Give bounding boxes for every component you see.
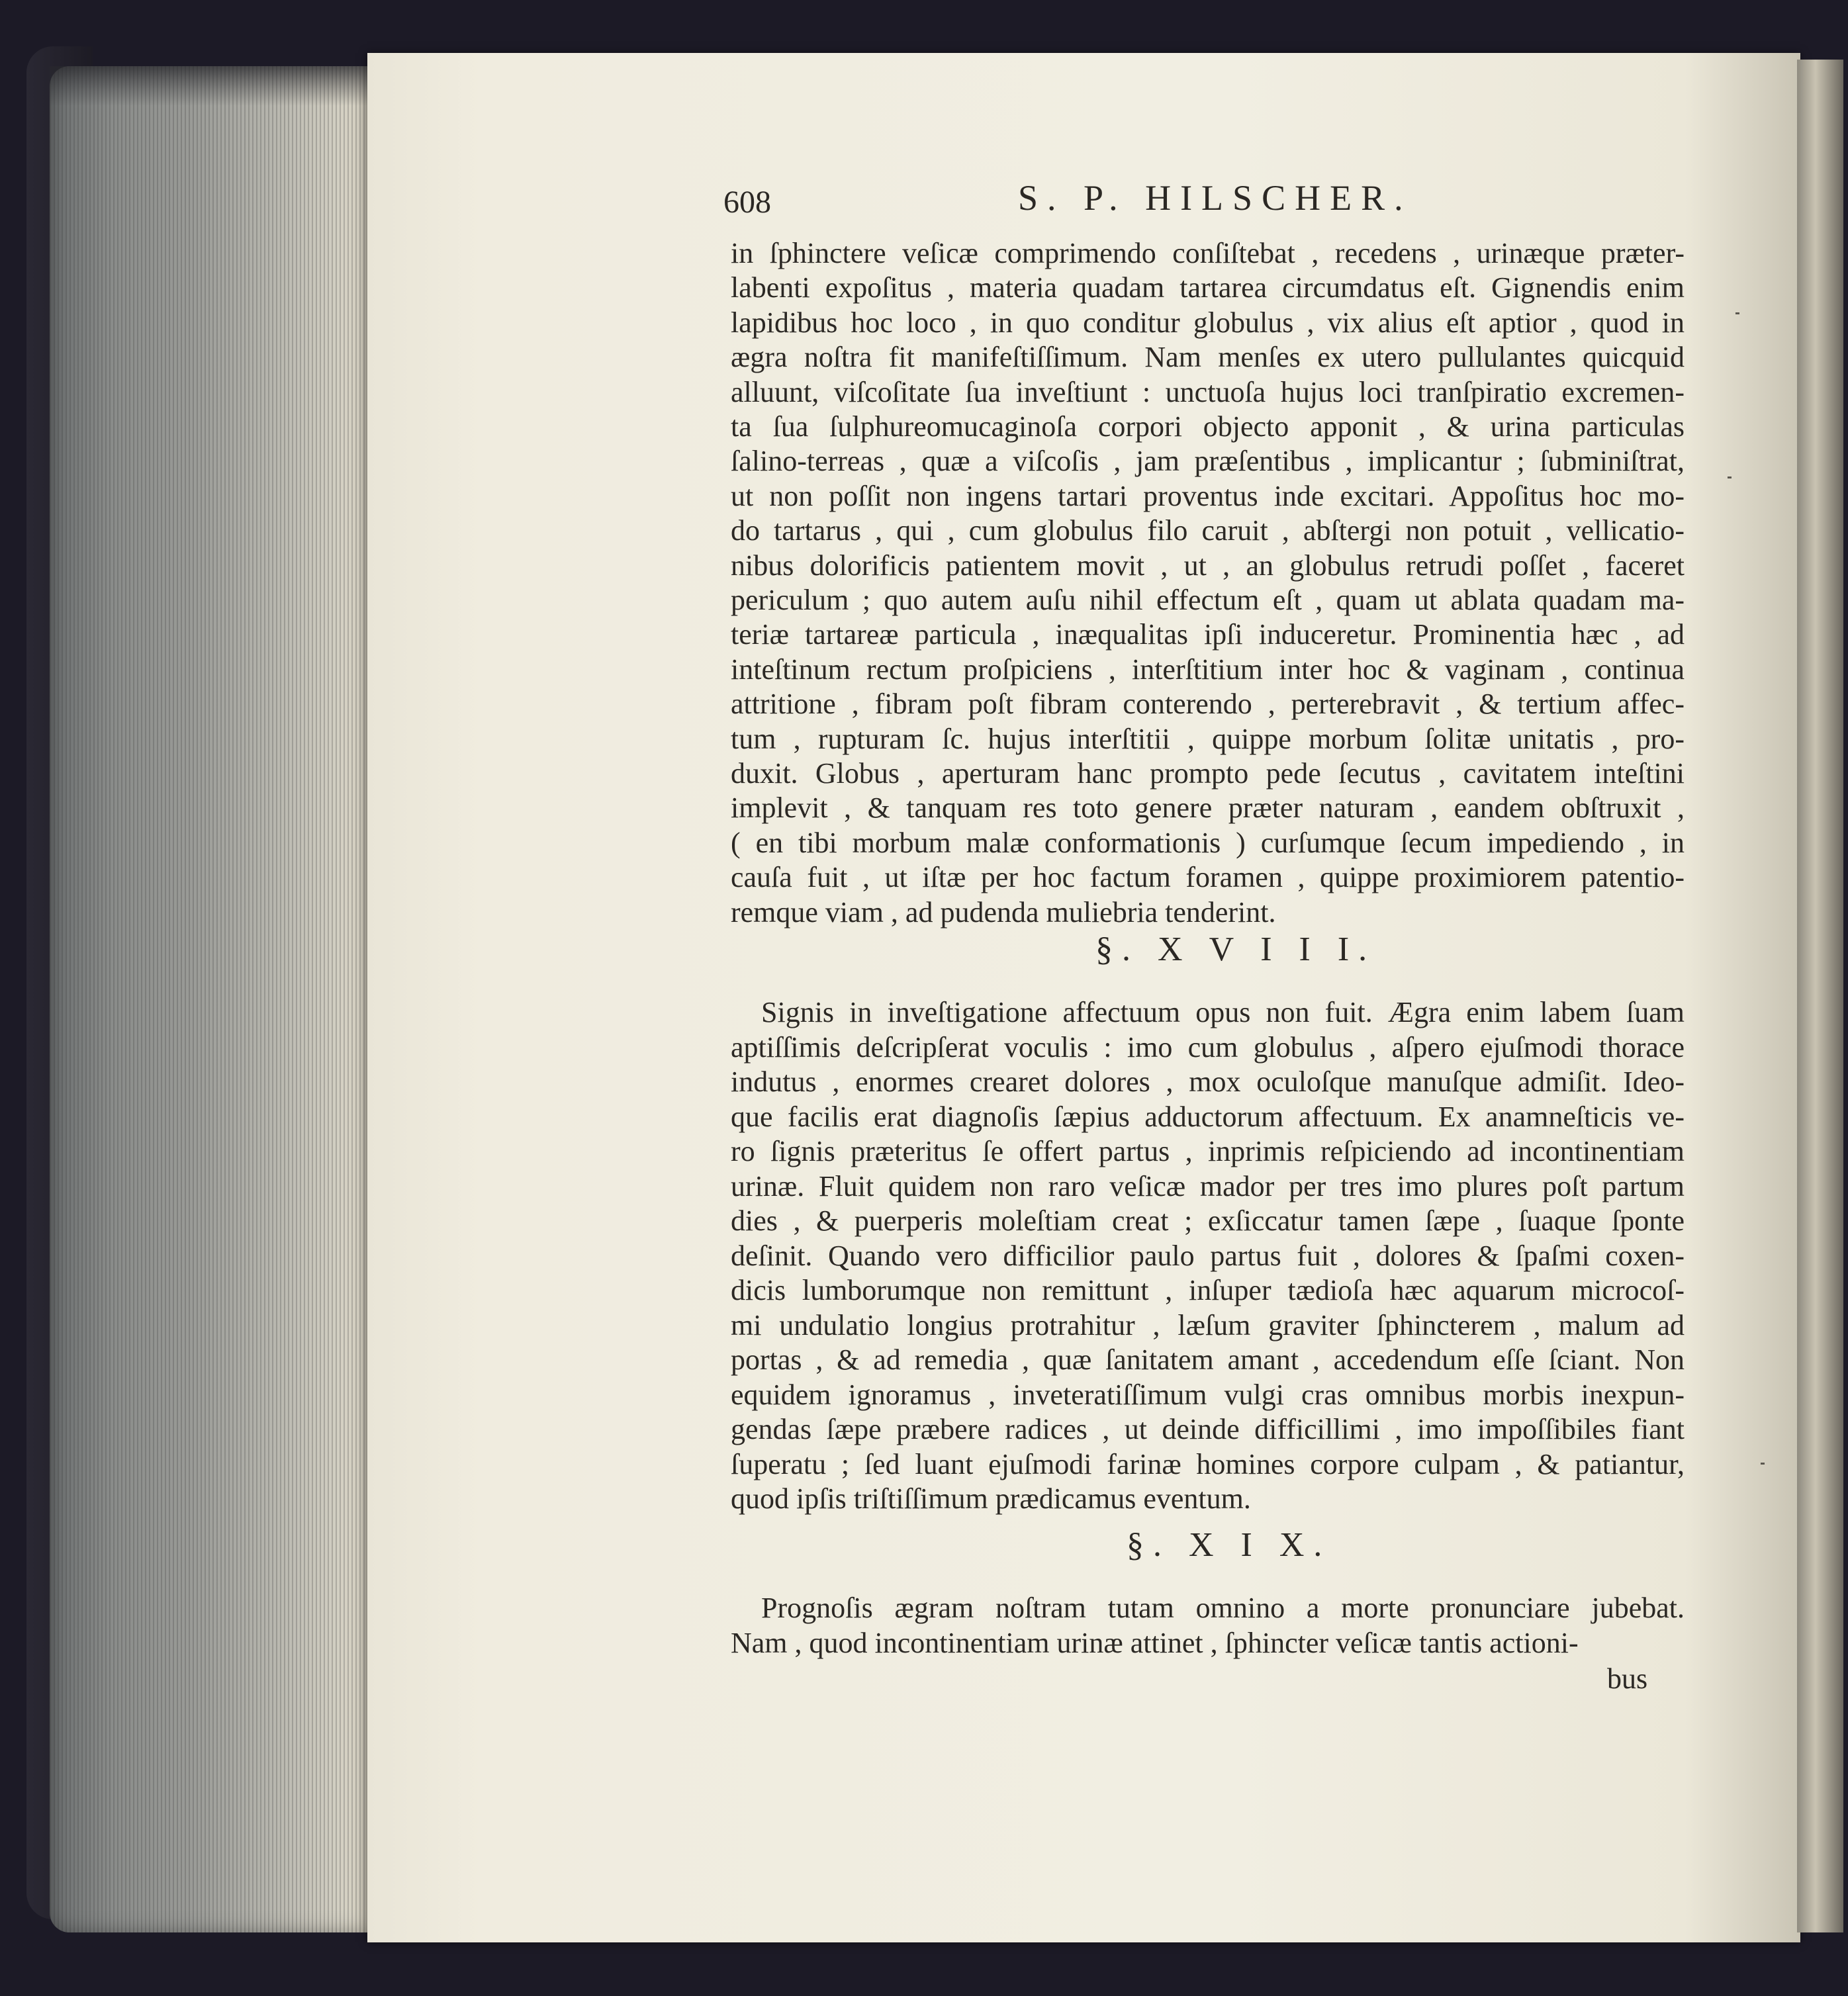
margin-mark: [1735, 312, 1739, 314]
text-line: do tartarus , qui , cum globulus filo caruit , abſtergi non potuit , vellicatio-: [731, 514, 1685, 547]
text-line: aptiſſimis deſcripſerat voculis : imo cum globulus , aſpero ejuſmodi thorace: [731, 1030, 1685, 1064]
text-line: Signis in inveſtigatione affectuum opus non fuit. Ægra enim labem ſuam: [761, 996, 1685, 1028]
text-line: dicis lumborumque non remittunt , inſuper tædioſa hæc aquarum microcoſ-: [731, 1274, 1685, 1306]
text-line: ſuperatu ; ſed luant ejuſmodi farinæ homines corpore culpam , & patiantur,: [731, 1447, 1685, 1480]
text-line: ut non poſſit non ingens tartari proventus inde excitari. Appoſitus hoc mo-: [731, 479, 1685, 512]
text-line: inteſtinum rectum proſpiciens , interſtitium inter hoc & vaginam , continua: [731, 653, 1685, 686]
text-line: alluunt, viſcoſitate ſua inveſtiunt : unctuoſa hujus loci tranſpiratio excremen-: [731, 375, 1685, 408]
text-line: remque viam , ad pudenda muliebria tenderint.: [731, 895, 1276, 929]
margin-mark: [1728, 476, 1732, 478]
text-line: equidem ignoramus , inveteratiſſimum vulgi cras omnibus morbis inexpun-: [731, 1378, 1685, 1411]
text-line: ſalino-terreas , quæ a viſcoſis , jam præſentibus , implicantur ; ſubminiſtrat,: [731, 445, 1685, 478]
text-line: ægra noſtra fit manifeſtiſſimum. Nam menſes ex utero pullulantes quicquid: [731, 341, 1685, 374]
text-line: implevit , & tanquam res toto genere præter naturam , eandem obſtruxit ,: [731, 792, 1685, 825]
text-line: portas , & ad remedia , quæ ſanitatem amant , accedendum eſſe ſciant. Non: [731, 1343, 1685, 1376]
page-block-shadow: [50, 66, 367, 106]
text-line: ( en tibi morbum malæ conformationis ) curſumque ſecum impediendo , in: [731, 826, 1685, 859]
text-line: periculum ; quo autem auſu nihil effectum eſt , quam ut ablata quadam ma-: [731, 584, 1685, 616]
catchword: bus: [1607, 1662, 1648, 1695]
text-line: duxit. Globus , aperturam hanc prompto pede ſecutus , cavitatem inteſtini: [731, 757, 1685, 790]
page-number: 608: [723, 185, 771, 220]
text-line: Nam , quod incontinentiam urinæ attinet , ſphincter veſicæ tantis actioni-: [731, 1626, 1579, 1659]
text-line: Prognoſis ægram noſtram tutam omnino a morte pronunciare jubebat.: [761, 1592, 1685, 1624]
running-head: S. P. HILSCHER.: [1018, 178, 1412, 218]
facing-page-edge: [1797, 60, 1843, 1932]
text-line: mi undulatio longius protrahitur , læſum graviter ſphincterem , malum ad: [731, 1308, 1685, 1341]
page-block-edges: [50, 66, 367, 1932]
margin-mark: [1761, 1463, 1765, 1465]
text-line: lapidibus hoc loco , in quo conditur globulus , vix alius eſt aptior , quod in: [731, 306, 1685, 339]
text-line: urinæ. Fluit quidem non raro veſicæ mador per tres imo plures poſt partum: [731, 1169, 1685, 1202]
text-line: dies , & puerperis moleſtiam creat ; exſiccatur tamen ſæpe , ſuaque ſponte: [731, 1204, 1685, 1237]
text-line: teriæ tartareæ particula , inæqualitas ipſi induceretur. Prominentia hæc , ad: [731, 618, 1685, 651]
text-line: gendas ſæpe præbere radices , ut deinde difficillimi , imo impoſſibiles fiant: [731, 1413, 1685, 1445]
text-line: ta ſua ſulphureomucaginoſa corpori objecto apponit , & urina particulas: [731, 410, 1685, 443]
text-line: deſinit. Quando vero difficilior paulo partus fuit , dolores & ſpaſmi coxen-: [731, 1239, 1685, 1272]
text-line: nibus dolorificis patientem movit , ut , an globulus retrudi poſſet , faceret: [731, 549, 1685, 582]
text-line: quod ipſis triſtiſſimum prædicamus eventum.: [731, 1482, 1251, 1515]
text-line: tum , rupturam ſc. hujus interſtitii , quippe morbum ſolitæ unitatis , pro-: [731, 722, 1685, 755]
text-line: labenti expoſitus , materia quadam tartarea circumdatus eſt. Gignendis enim: [731, 271, 1685, 304]
section-heading-xviii: §. X V I I I.: [1095, 930, 1377, 968]
text-line: ro ſignis præteritus ſe offert partus , inprimis reſpiciendo ad incontinentiam: [731, 1135, 1685, 1167]
text-line: cauſa fuit , ut iſtæ per hoc factum foramen , quippe proximiorem patentio-: [731, 861, 1685, 894]
text-line: indutus , enormes crearet dolores , mox oculoſque manuſque admiſit. Ideo-: [731, 1066, 1685, 1098]
section-heading-xix: §. X I X.: [1127, 1526, 1332, 1564]
text-line: que facilis erat diagnoſis ſæpius adductorum affectuum. Ex anamneſticis ve-: [731, 1100, 1685, 1133]
text-line: attritione , fibram poſt fibram conterendo , perterebravit , & tertium affec-: [731, 688, 1685, 721]
text-line: in ſphinctere veſicæ comprimendo conſiſtebat , recedens , urinæque præter-: [731, 237, 1685, 269]
